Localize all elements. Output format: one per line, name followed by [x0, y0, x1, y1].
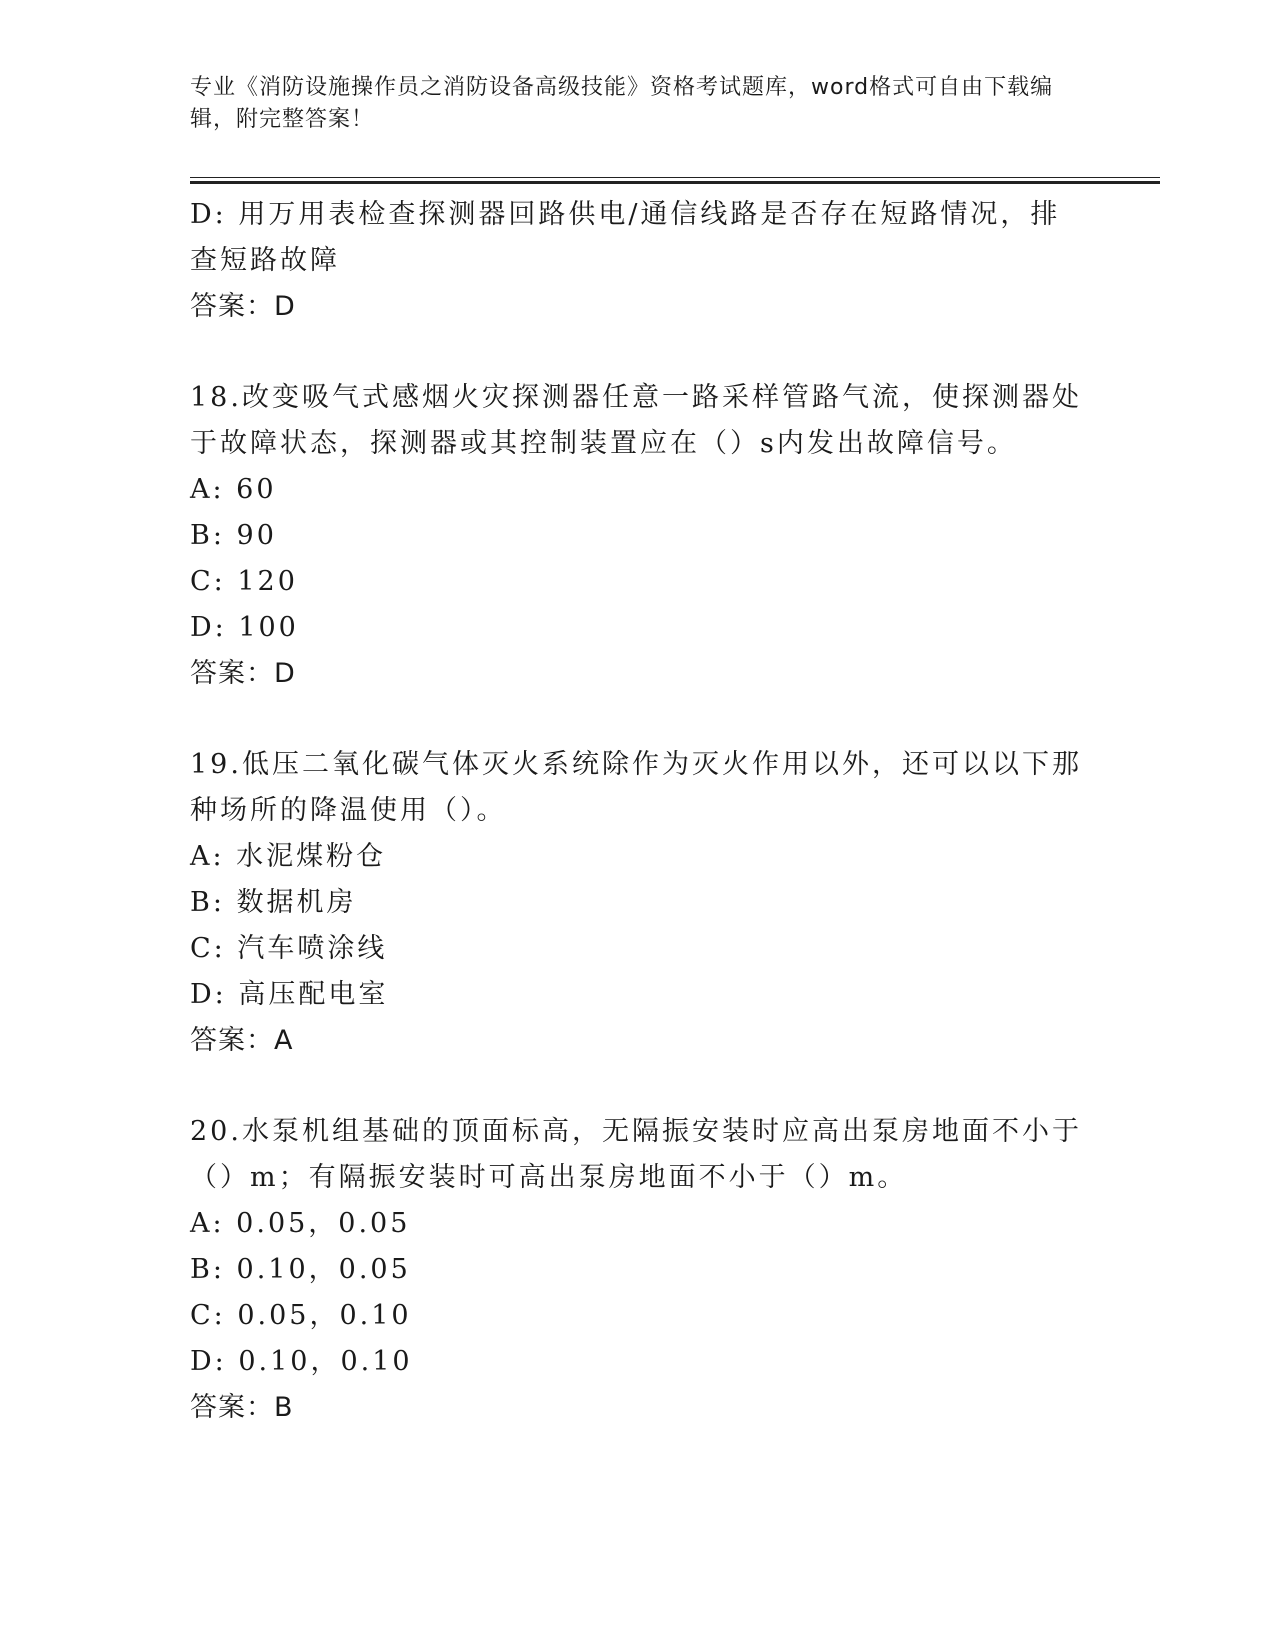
option-c: C: 0.05，0.10 [190, 1300, 412, 1331]
header-rule-thin [190, 177, 1160, 178]
option-a: A: 水泥煤粉仓 [190, 841, 387, 872]
question-list [190, 192, 1090, 1431]
answer-line: 答案：D [190, 658, 296, 689]
spacer [190, 697, 1090, 742]
spacer [190, 1064, 1090, 1109]
question-stem: 20.水泵机组基础的顶面标高，无隔振安装时应高出泵房地面不小于（）m；有隔振安装时可高出泵房地面不小于（）m。 [190, 1116, 1082, 1193]
option-b: B: 数据机房 [190, 887, 357, 918]
header-rule-thick [190, 181, 1160, 184]
spacer [190, 330, 1090, 375]
answer-line: 答案：B [190, 1392, 294, 1423]
page-header: 专业《消防设施操作员之消防设备高级技能》资格考试题库，word格式可自由下载编辑，附完整答案！ [190, 75, 1054, 132]
option-d: D: 0.10，0.10 [190, 1346, 413, 1377]
question-stem: 18.改变吸气式感烟火灾探测器任意一路采样管路气流，使探测器处于故障状态，探测器或其控制装置应在（）s内发出故障信号。 [190, 382, 1082, 459]
option-d: D: 高压配电室 [190, 979, 389, 1010]
option-c: C: 120 [190, 566, 298, 597]
answer-line: 答案：A [190, 1025, 294, 1056]
option-c: C: 汽车喷涂线 [190, 933, 388, 964]
option-d: D: 用万用表检查探测器回路供电/通信线路是否存在短路情况，排查短路故障 [190, 199, 1061, 276]
question-20 [190, 1109, 1090, 1431]
option-b: B: 0.10，0.05 [190, 1254, 411, 1285]
answer-line: 答案：D [190, 291, 296, 322]
question-18 [190, 375, 1090, 697]
question-stem: 19.低压二氧化碳气体灭火系统除作为灭火作用以外，还可以以下那种场所的降温使用（）。 [190, 749, 1082, 826]
carryover-block [190, 192, 1090, 330]
option-b: B: 90 [190, 520, 277, 551]
option-a: A: 60 [190, 474, 277, 505]
option-a: A: 0.05，0.05 [190, 1208, 411, 1239]
question-19 [190, 742, 1090, 1064]
option-d: D: 100 [190, 612, 299, 643]
